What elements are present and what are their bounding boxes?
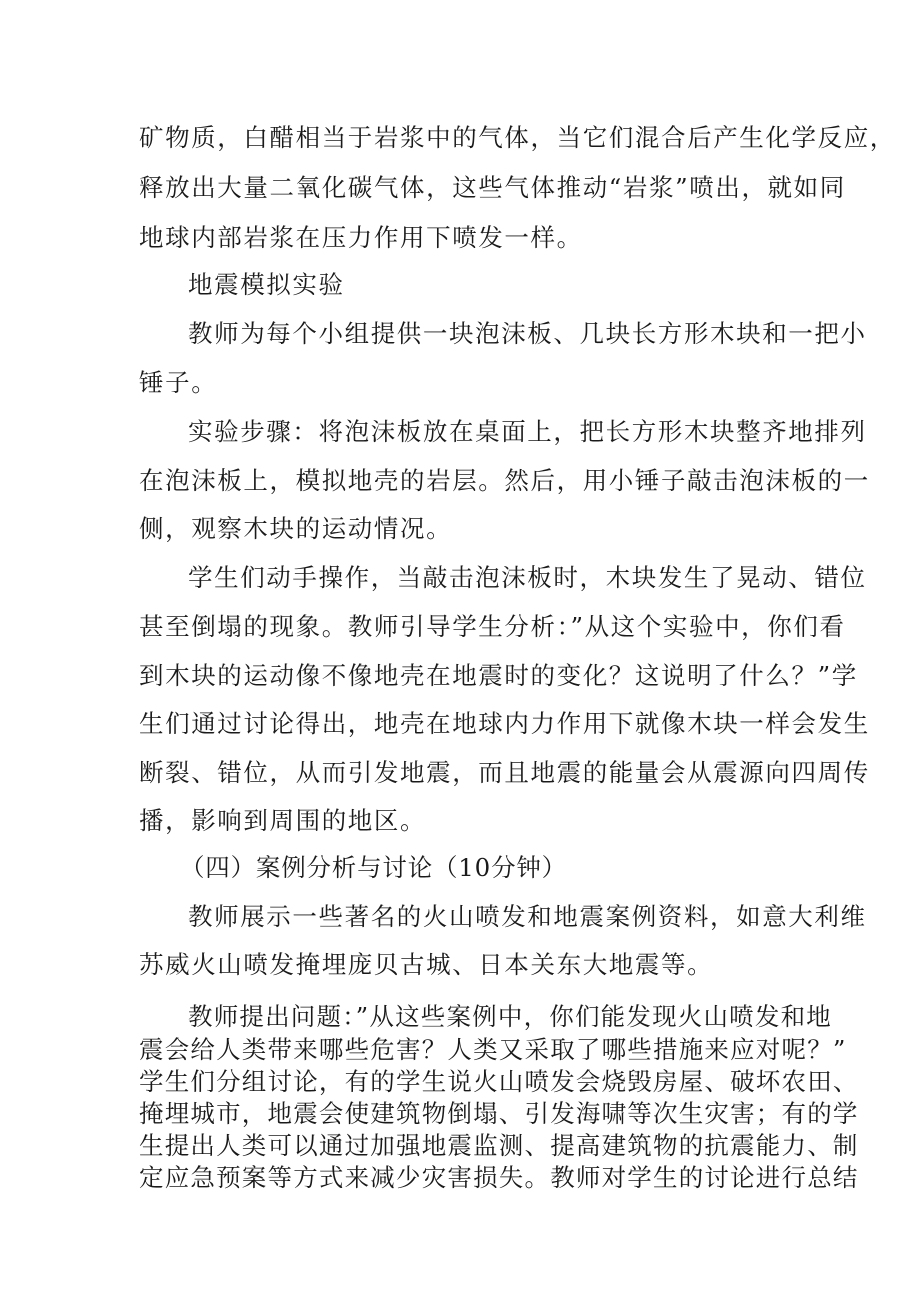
text-line: 实验步骤：将泡沫板放在桌面上，把长方形木块整齐地排列 bbox=[188, 417, 867, 446]
text-line: 释放出大量二氧化碳气体，这些气体推动“岩浆”喷出，就如同 bbox=[139, 173, 846, 202]
text-line: 在泡沫板上，模拟地壳的岩层。然后，用小锤子敲击泡沫板的一 bbox=[139, 466, 870, 495]
text-line: 断裂、错位，从而引发地震，而且地震的能量会从震源向四周传 bbox=[139, 758, 870, 787]
text-line: 教师提出问题：”从这些案例中，你们能发现火山喷发和地 bbox=[188, 1002, 832, 1031]
text-line: 锤子。 bbox=[139, 368, 218, 397]
text-line: 矿物质，白醋相当于岩浆中的气体，当它们混合后产生化学反应， bbox=[139, 123, 896, 152]
text-line: 甚至倒塌的现象。教师引导学生分析：”从这个实验中，你们看 bbox=[139, 612, 846, 641]
text-line: 定应急预案等方式来减少灾害损失。教师对学生的讨论进行总结 bbox=[139, 1163, 859, 1192]
text-line: 掩埋城市，地震会使建筑物倒塌、引发海啸等次生灾害；有的学 bbox=[139, 1099, 859, 1128]
text-line: 苏威火山喷发掩埋庞贝古城、日本关东大地震等。 bbox=[139, 950, 714, 979]
text-line: 震会给人类带来哪些危害？人类又采取了哪些措施来应对呢？” bbox=[139, 1035, 847, 1064]
text-line: 学生们分组讨论，有的学生说火山喷发会烧毁房屋、破坏农田、 bbox=[139, 1067, 859, 1096]
text-line: 播，影响到周围的地区。 bbox=[139, 806, 427, 835]
text-line: 教师为每个小组提供一块泡沫板、几块长方形木块和一把小 bbox=[188, 319, 867, 348]
section-heading-earthquake-experiment: 地震模拟实验 bbox=[188, 270, 345, 299]
text-line: 生提出人类可以通过加强地震监测、提高建筑物的抗震能力、制 bbox=[139, 1131, 859, 1160]
text-line: 教师展示一些著名的火山喷发和地震案例资料，如意大利维 bbox=[188, 902, 867, 931]
text-line: 侧，观察木块的运动情况。 bbox=[139, 514, 453, 543]
text-line: 学生们动手操作，当敲击泡沫板时，木块发生了晃动、错位 bbox=[188, 563, 867, 592]
text-line: 生们通过讨论得出，地壳在地球内力作用下就像木块一样会发生 bbox=[139, 709, 870, 738]
section-heading-case-analysis: （四）案例分析与讨论（10分钟） bbox=[180, 853, 567, 882]
text-line: 到木块的运动像不像地壳在地震时的变化？这说明了什么？”学 bbox=[139, 661, 858, 690]
text-line: 地球内部岩浆在压力作用下喷发一样。 bbox=[139, 223, 583, 252]
